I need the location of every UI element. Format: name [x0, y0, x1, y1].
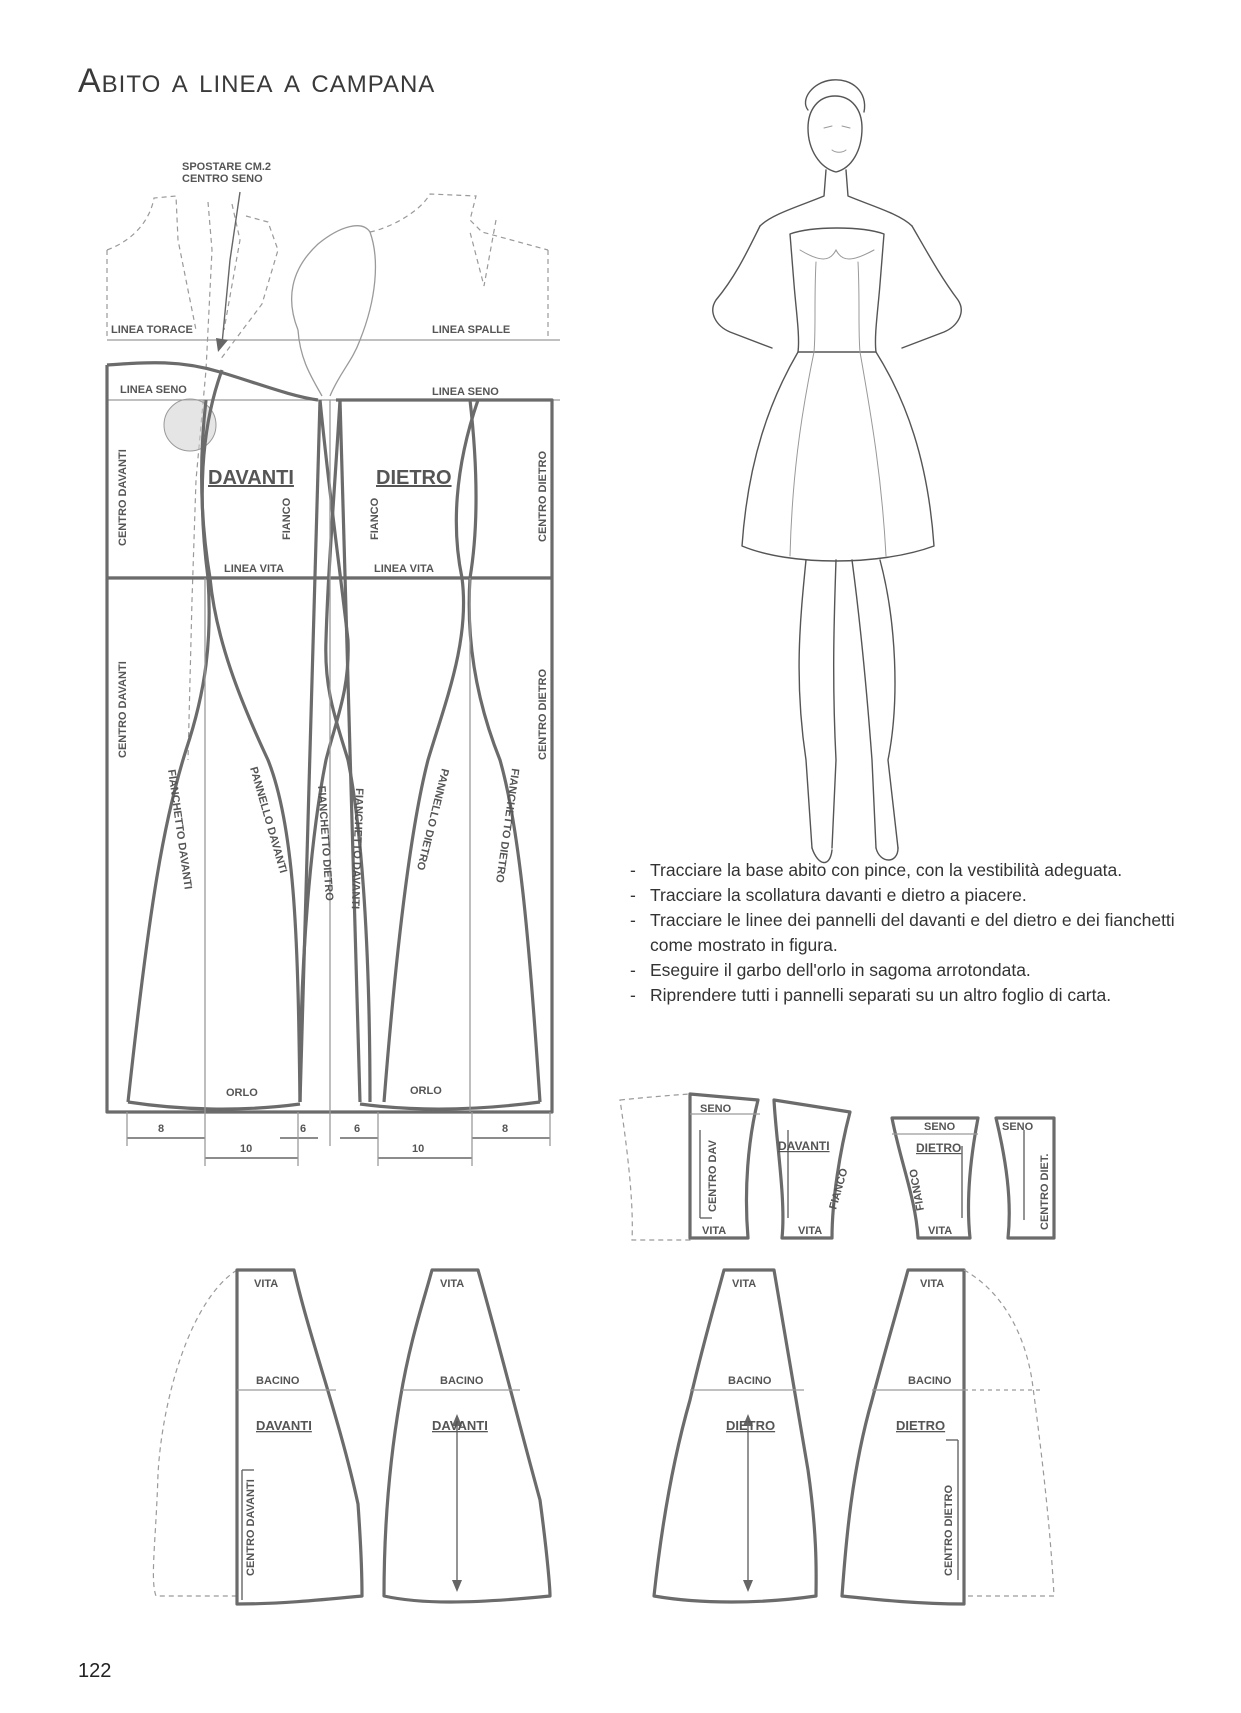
armhole: [292, 226, 376, 396]
hem-front: [128, 1102, 300, 1109]
side-seam-front: [300, 400, 348, 1102]
skirt2-bacino: BACINO: [440, 1375, 484, 1387]
fashion-sketch: [713, 80, 961, 863]
label-fianchetto-davanti-a: FIANCHETTO DAVANTI: [165, 768, 194, 891]
label-linea-vita-left: LINEA VITA: [224, 563, 284, 575]
instruction-item: - Riprendere tutti i pannelli separati su un altro foglio di carta.: [628, 983, 1188, 1008]
bodice-label-vita-2: VITA: [798, 1225, 823, 1237]
dim-10-right: 10: [412, 1143, 425, 1155]
label-linea-seno-right: LINEA SENO: [432, 386, 499, 398]
bodice-label-seno-2: SENO: [924, 1121, 956, 1133]
label-linea-seno-left: LINEA SENO: [120, 384, 187, 396]
instruction-item: - Tracciare la scollatura davanti e dietro a piacere.: [628, 883, 1188, 908]
dim-10-left: 10: [240, 1143, 253, 1155]
bodice-label-fianco-2: FIANCO: [907, 1167, 927, 1212]
label-fianchetto-davanti-b: FIANCHETTO DAVANTI: [348, 787, 365, 910]
bodice-pieces: [620, 1094, 1054, 1240]
dim-8-right: 8: [502, 1123, 509, 1135]
side-seam-back: [326, 400, 370, 1102]
skirt-back-side-piece: [654, 1270, 816, 1602]
label-pannello-davanti: PANNELLO DAVANTI: [247, 765, 289, 875]
skirt2-vita: VITA: [440, 1278, 465, 1290]
label-centro-davanti-lower: CENTRO DAVANTI: [117, 661, 129, 758]
page-title: Abito a linea a campana: [78, 62, 436, 100]
skirt1-centro-davanti: CENTRO DAVANTI: [245, 1479, 257, 1576]
skirt-front-side-piece: [384, 1270, 550, 1602]
instruction-item: - Tracciare le linee dei pannelli del davanti e del dietro e dei fianchetti come mostrato in figura.: [628, 908, 1188, 958]
bodice-label-seno-3: SENO: [1002, 1121, 1034, 1133]
dimension-lines: [127, 1112, 550, 1166]
skirt3-bacino: BACINO: [728, 1375, 772, 1387]
bodice-label-centro-dav: CENTRO DAV: [707, 1140, 719, 1212]
bodice-label-dietro: DIETRO: [916, 1141, 962, 1155]
label-fianchetto-dietro-b: FIANCHETTO DIETRO: [492, 767, 521, 884]
main-pattern: [107, 161, 560, 1166]
note-move-line1: SPOSTARE CM.2: [182, 161, 272, 173]
bodice-label-vita-1: VITA: [702, 1225, 727, 1237]
skirt2-davanti: DAVANTI: [432, 1418, 488, 1433]
label-centro-dietro-lower: CENTRO DIETRO: [537, 668, 549, 760]
bodice-label-seno-1: SENO: [700, 1103, 732, 1115]
dim-8-left: 8: [158, 1123, 165, 1135]
instructions-list: [628, 858, 1188, 1008]
label-linea-vita-right: LINEA VITA: [374, 563, 434, 575]
label-centro-dietro-upper: CENTRO DIETRO: [537, 450, 549, 542]
skirt-pieces: [153, 1270, 1054, 1604]
bodice-back-side-piece: [892, 1118, 978, 1238]
instruction-item: - Eseguire il garbo dell'orlo in sagoma arrotondata.: [628, 958, 1188, 983]
skirt1-bacino: BACINO: [256, 1375, 300, 1387]
label-davanti-main: DAVANTI: [208, 467, 294, 489]
dim-6-right: 6: [354, 1123, 361, 1135]
skirt1-vita: VITA: [254, 1278, 279, 1290]
skirt4-dietro: DIETRO: [896, 1418, 946, 1433]
page-number: 122: [78, 1660, 112, 1682]
note-move-line2: CENTRO SENO: [182, 173, 263, 185]
skirt4-vita: VITA: [920, 1278, 945, 1290]
label-fianco-left: FIANCO: [281, 497, 293, 540]
bodice-label-fianco-1: FIANCO: [827, 1166, 851, 1211]
skirt4-bacino: BACINO: [908, 1375, 952, 1387]
front-neckline-base: [107, 196, 196, 330]
bodice-label-vita-3: VITA: [928, 1225, 953, 1237]
label-centro-davanti-upper: CENTRO DAVANTI: [117, 449, 129, 546]
label-pannello-dietro: PANNELLO DIETRO: [413, 767, 451, 872]
hem-back: [360, 1102, 540, 1109]
skirt3-vita: VITA: [732, 1278, 757, 1290]
label-fianchetto-dietro-a: FIANCHETTO DIETRO: [315, 785, 336, 902]
label-fianco-right: FIANCO: [369, 497, 381, 540]
label-linea-torace: LINEA TORACE: [111, 324, 193, 336]
skirt1-davanti: DAVANTI: [256, 1418, 312, 1433]
skirt4-centro-dietro: CENTRO DIETRO: [943, 1484, 955, 1576]
skirt3-dietro: DIETRO: [726, 1418, 776, 1433]
instruction-item: - Tracciare la base abito con pince, con la vestibilità adeguata.: [628, 858, 1188, 883]
back-panel-seam-b: [469, 400, 540, 1102]
label-linea-spalle: LINEA SPALLE: [432, 324, 511, 336]
dim-6-left: 6: [300, 1123, 307, 1135]
label-orlo-right: ORLO: [410, 1085, 442, 1097]
back-neckline-base: [370, 194, 548, 250]
label-orlo-left: ORLO: [226, 1087, 258, 1099]
label-dietro-main: DIETRO: [376, 467, 452, 489]
back-panel-seam-a: [384, 400, 478, 1102]
bodice-label-centro-diet: CENTRO DIET.: [1039, 1153, 1051, 1230]
bodice-label-davanti: DAVANTI: [778, 1139, 830, 1153]
